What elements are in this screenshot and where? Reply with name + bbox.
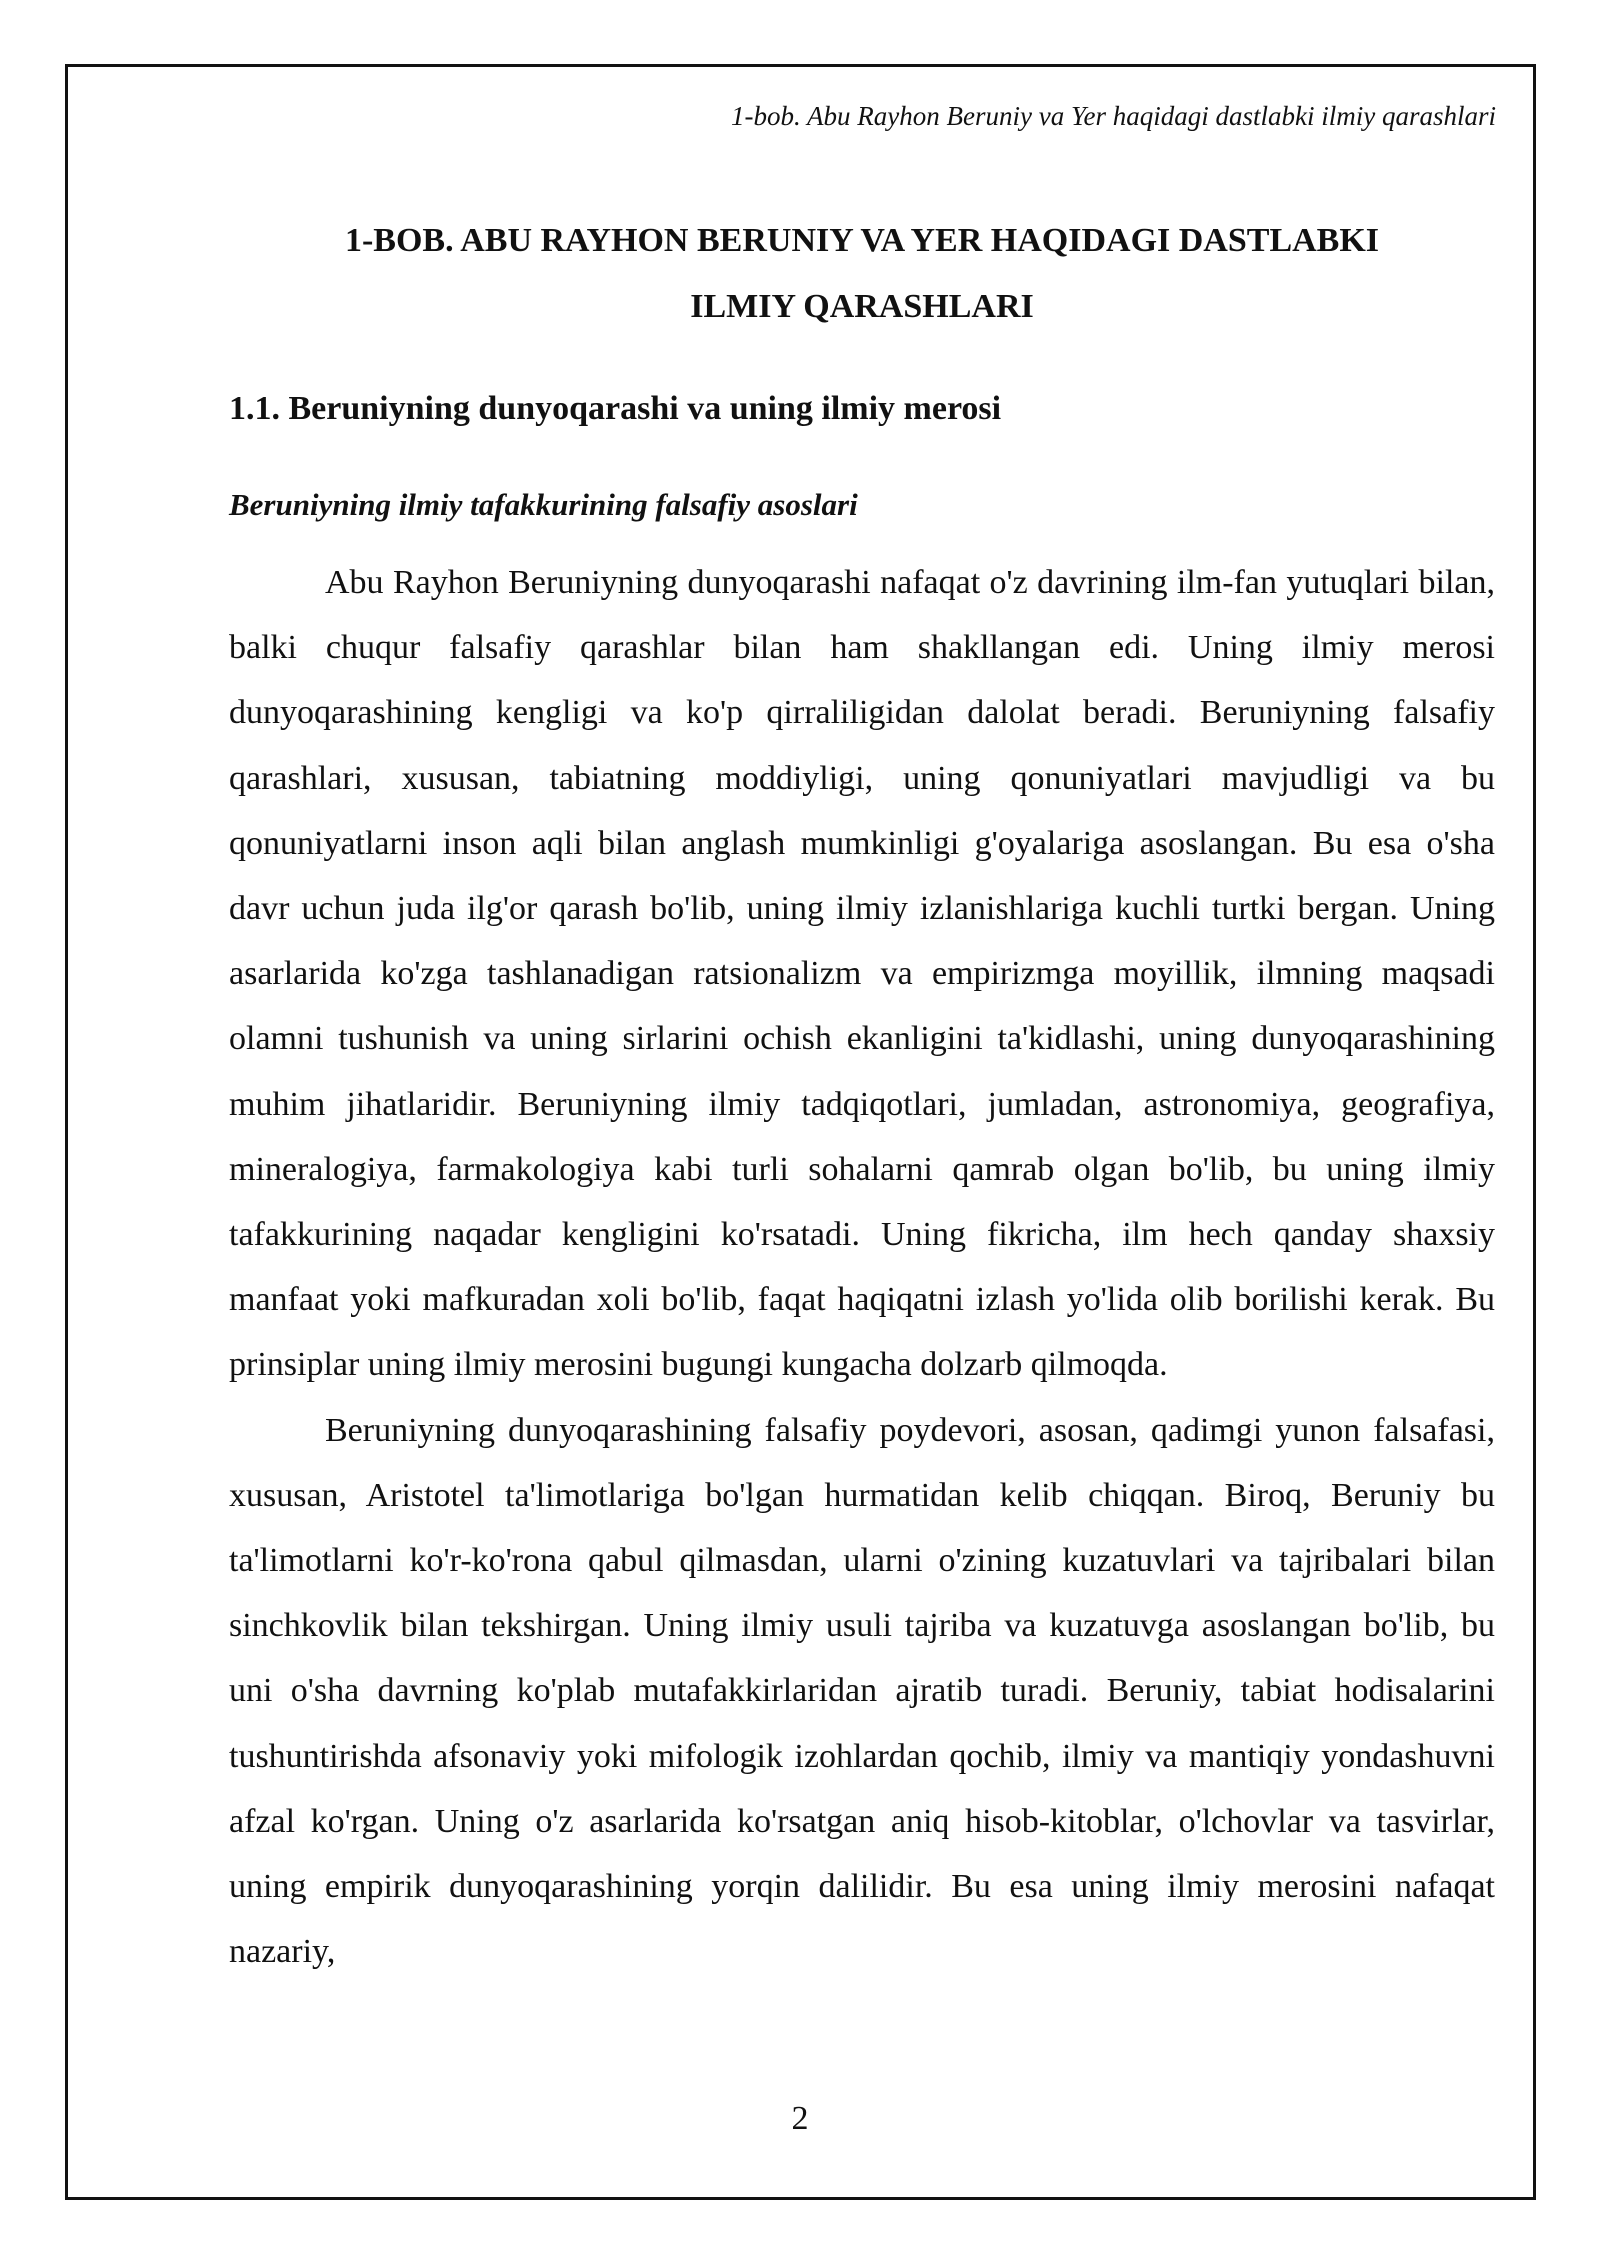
chapter-title-line-2: ILMIY QARASHLARI [690,288,1034,325]
subsection-title: Beruniyning ilmiy tafakkurining falsafiy asoslari [229,487,858,522]
paragraph-2: Beruniyning dunyoqarashining falsafiy poydevori, asosan, qadimgi yunon falsafasi, xususan, Aristotel ta'limotlariga bo'lgan hurmatidan kelib chiqqan. Biroq, Beruniy bu ta'limotlarni ko'r-ko'rona qabul qilmasdan, ularni o'zining kuzatuvlari va tajribalari bilan sinchkovlik bilan tekshirgan. Uning ilmiy usuli tajriba va kuzatuvga asoslangan bo'lib, bu uni o'sha davrning ko'plab mutafakkirlaridan ajratib turadi. Beruniy, tabiat hodisalarini tushuntirishda afsonaviy yoki mifologik izohlardan qochib, ilmiy va mantiqiy yondashuvni afzal ko'rgan. Uning o'z asarlarida ko'rsatgan aniq hisob-kitoblar, o'lchovlar va tasvirlar, uning empirik dunyoqarashining yorqin dalilidir. Bu esa uning ilmiy merosini nafaqat nazariy, [229,1411,1495,1971]
section-title: 1.1. Beruniyning dunyoqarashi va uning ilmiy merosi [229,390,1002,427]
running-header: 1-bob. Abu Rayhon Beruniy va Yer haqidagi dastlabki ilmiy qarashlari [731,101,1496,131]
chapter-title [229,208,1495,340]
chapter-title-line-1: 1-BOB. ABU RAYHON BERUNIY VA YER HAQIDAGI DASTLABKI [344,222,1380,259]
paragraph-1: Abu Rayhon Beruniyning dunyoqarashi nafaqat o'z davrining ilm-fan yutuqlari bilan, balki chuqur falsafiy qarashlar bilan ham shakllangan edi. Uning ilmiy merosi dunyoqarashining kengligi va ko'p qirraliligidan dalolat beradi. Beruniyning falsafiy qarashlari, xususan, tabiatning moddiyligi, uning qonuniyatlari mavjudligi va bu qonuniyatlarni inson aqli bilan anglash mumkinligi g'oyalariga asoslangan. Bu esa o'sha davr uchun juda ilg'or qarash bo'lib, uning ilmiy izlanishlariga kuchli turtki bergan. Uning asarlarida ko'zga tashlanadigan ratsionalizm va empirizmga moyillik, ilmning maqsadi olamni tushunish va uning sirlarini ochish ekanligini ta'kidlashi, uning dunyoqarashining muhim jihatlaridir. Beruniyning ilmiy tadqiqotlari, jumladan, astronomiya, geografiya, mineralogiya, farmakologiya kabi turli sohalarni qamrab olgan bo'lib, bu uning ilmiy tafakkurining naqadar kengligini ko'rsatadi. Uning fikricha, ilm hech qanday shaxsiy manfaat yoki mafkuradan xoli bo'lib, faqat haqiqatni izlash yo'lida olib borilishi kerak. Bu prinsiplar uning ilmiy merosini bugungi kungacha dolzarb qilmoqda. [229,564,1495,1384]
page-number: 2 [791,2100,809,2137]
body-text [229,550,1495,1984]
